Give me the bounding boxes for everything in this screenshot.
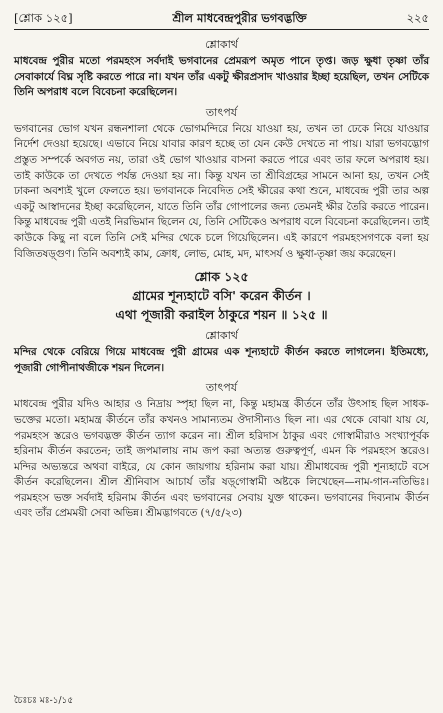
header-verse-ref: [শ্লোক ১২৫] — [14, 11, 73, 25]
purport-paragraph-2: মাধবেন্দ্র পুরীর যদিও আহার ও নিদ্রায় স্পৃহা ছিল না, কিন্তু মহামন্ত্র কীর্তনে তাঁর উৎসাহ ছিল সাধক-ভক্তের মতো। মহামন্ত্র কীর্তনে তাঁর কখনও সামান্যতম ঔদাসীন্যও ছিল না। এর থেকে বোঝা যায় যে, পরমহংস স্তরেও ভগবদ্ভক্ত কীর্তন ত্যাগ করেন না। শ্রীল হরিদাস ঠাকুর এবং গোস্বামীরাও সংখ্যাপূর্বক হরিনাম কীর্তন করতেন; তাই জপমালায় নাম জপ করা অত্যন্ত গুরুত্বপূর্ণ, এমন কি পরমহংস স্তরেও। মন্দির অভ্যন্তরে অথবা বাইরে, যে কোন জায়গায় হরিনাম করা যায়। শ্রীমাধবেন্দ্র পুরী শূন্যহাটে বসে কীর্তন করেছিলেন। শ্রীল শ্রীনিবাস আচার্য তাঁর ষড়্‌গোস্বামী অষ্টকে লিখেছেন—নাম-গান-নতিভিঃ। পরমহংস ভক্ত সর্বদাই হরিনাম কীর্তন এবং ভগবানের সেবায় যুক্ত থাকেন। ভগবানের দিব্যনাম কীর্তন এবং তাঁর প্রেমময়ী সেবা অভিন্ন। শ্রীমদ্ভাগবতে (৭/৫/২৩) — [14, 398, 429, 520]
header-rule — [14, 29, 429, 30]
verse-line-2: এথা পূজারী করাইল ঠাকুরে শয়ন ॥ ১২৫ ॥ — [115, 307, 328, 323]
purport-heading-2: তাৎপর্য — [205, 381, 238, 395]
translation-paragraph: মাধবেন্দ্র পুরীর মতো পরমহংস সর্বদাই ভগবানের প্রেমরূপ অমৃত পানে তৃপ্ত। জড় ক্ষুধা তৃষ্ণা তাঁর সেবাকার্যে বিঘ্ন সৃষ্টি করতে পারে না। যখন তাঁর একটু ক্ষীরপ্রসাদ খাওয়ার ইচ্ছা হয়েছিল, তখন সেটিকে তিনি অপরাধ বলে বিবেচনা করেছিলেন। — [14, 55, 429, 99]
purport-paragraph: ভগবানের ভোগ যখন রন্ধনশালা থেকে ভোগমন্দিরে নিয়ে যাওয়া হয়, তখন তা ঢেকে নিয়ে যাওয়ার নির্দেশ দেওয়া হয়েছে। এভাবে নিয়ে যাবার কারণ হচ্ছে তা যেন কেউ দেখতে না পায়। যারা ভগবদ্ভোগ প্রস্তুত সম্পর্কে অবগত নয়, তারা ওই ভোগ খাওয়ার বাসনা করতে পারে এবং তার ফলে অপরাধ হয়। তাই কাউকে তা দেখতে পর্যন্ত দেওয়া হয় না। কিন্তু যখন তা শ্রীবিগ্রহের সামনে আনা হয়, তখন সেই ঢাকনা অবশ্যই খুলে ফেলতে হয়। ভগবানকে নিবেদিত সেই ক্ষীরের কথা শুনে, মাধবেন্দ্র পুরী তার অল্প একটু আস্বাদনের ইচ্ছা করেছিলেন, যাতে তিনি তাঁর গোপালের জন্য তেমনই ক্ষীর তৈরি করতে পারেন। কিন্তু মাধবেন্দ্র পুরী এতই নিরভিমান ছিলেন যে, তিনি সেটিকেও অপরাধ বলে বিবেচনা করেছিলেন। তাই কাউকে কিছু না বলে তিনি সেই মন্দির থেকে চলে গিয়েছিলেন। এই কারণে পরমহংসগণকে বলা হয় বিজিতষড়্‌গুণ। তিনি অবশ্যই কাম, ক্রোধ, লোভ, মোহ, মদ, মাৎসর্য ও ক্ষুধা-তৃষ্ণা জয় করেছেন। — [14, 122, 429, 260]
page-number: ২২৫ — [406, 11, 429, 25]
header-title: শ্রীল মাধবেন্দ্রপুরীর ভগবদ্ভক্তি — [172, 11, 307, 25]
page-footer: চৈঃচঃ মঃ-১/১৫ — [14, 696, 74, 706]
translation-heading-2: শ্লোকার্থ — [205, 329, 238, 343]
translation-heading: শ্লোকার্থ — [205, 38, 238, 51]
verse-line-1: গ্রামের শূন্যহাটে বসি' করেন কীর্তন । — [132, 288, 311, 304]
translation-paragraph-2: মন্দির থেকে বেরিয়ে গিয়ে মাধবেন্দ্র পুরী গ্রামের এক শূন্যহাটে কীর্তন করতে লাগলেন। ইতিমধ্যে, পূজারী গোপীনাথজীকে শয়ন দিলেন। — [14, 346, 429, 374]
verse-title: শ্লোক ১২৫ — [194, 269, 249, 285]
page-header — [14, 10, 429, 26]
purport-heading: তাৎপর্য — [205, 105, 238, 119]
